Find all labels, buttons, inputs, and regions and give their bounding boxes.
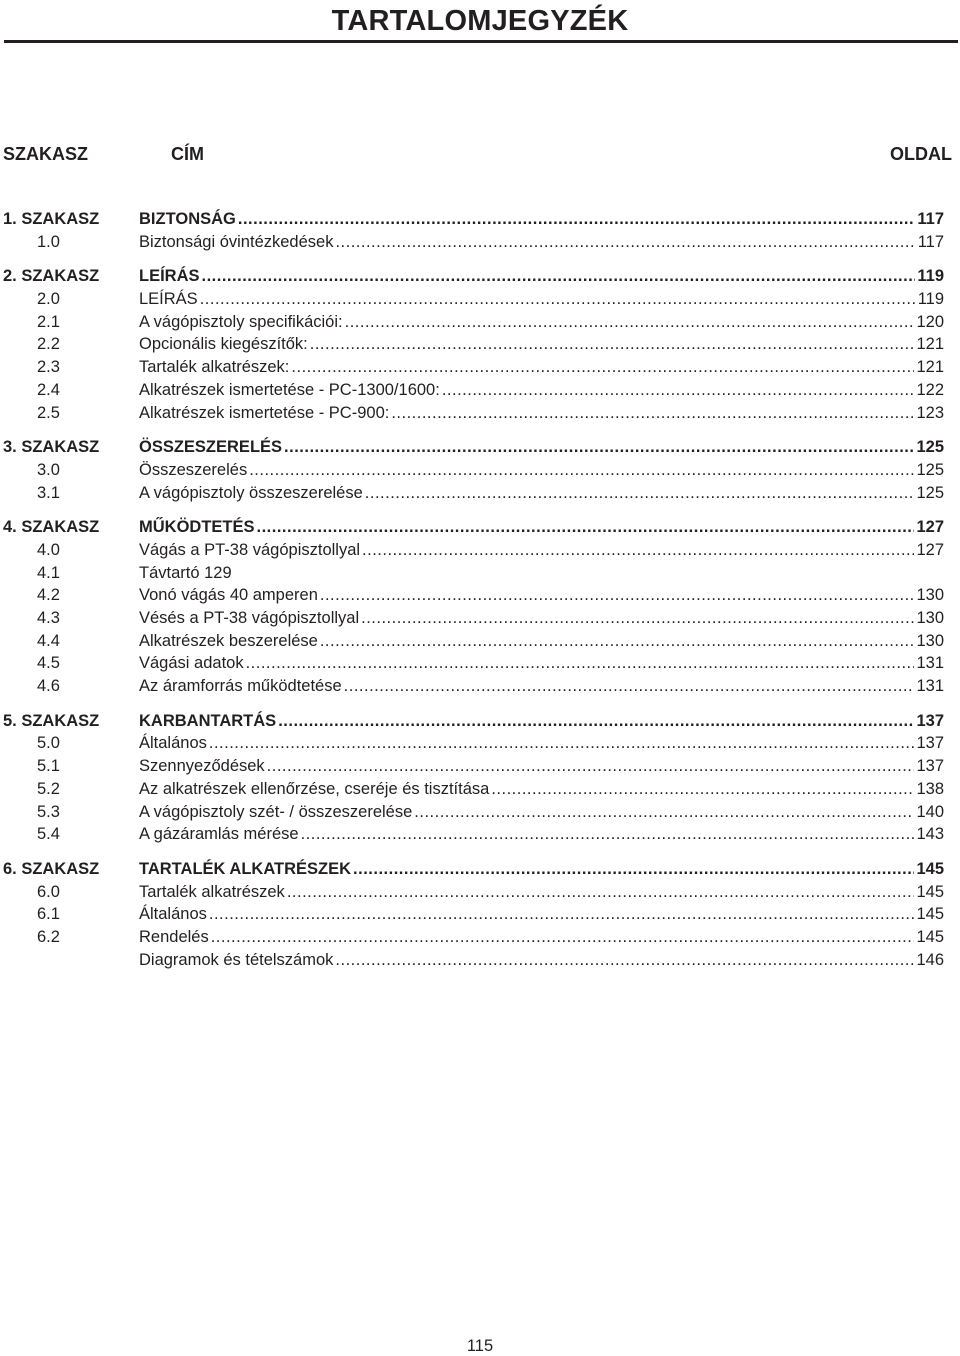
item-title: Opcionális kiegészítők:: [139, 335, 308, 354]
dot-leader: [362, 539, 914, 562]
page-ref: 122: [916, 380, 944, 399]
dot-leader: [335, 949, 914, 972]
toc-entry: [135, 903, 960, 926]
page-ref: 123: [916, 403, 944, 422]
dot-leader: [320, 630, 915, 653]
toc-item-row[interactable]: [0, 755, 960, 778]
item-number: 3.0: [37, 460, 60, 479]
page-ref: 117: [917, 210, 944, 228]
table-of-contents: [0, 208, 960, 983]
dot-leader: [414, 801, 914, 824]
column-header-page: OLDAL: [890, 144, 952, 164]
dot-leader: [345, 311, 915, 334]
dot-leader: [442, 379, 915, 402]
section-title: LEÍRÁS: [139, 267, 200, 286]
dot-leader: [284, 436, 914, 459]
item-title: Tartalék alkatrészek:: [139, 358, 290, 377]
section-number: 3. SZAKASZ: [3, 438, 100, 457]
item-number: 5.1: [37, 757, 60, 776]
page-ref: 137: [916, 757, 944, 776]
toc-entry: [135, 333, 960, 356]
item-number: 5.3: [37, 802, 60, 821]
dot-leader: [257, 516, 915, 539]
page-ref: 140: [916, 802, 944, 821]
item-number: 6.0: [37, 882, 60, 901]
item-title: Szennyeződések: [139, 757, 265, 776]
item-number: 5.0: [37, 734, 60, 753]
page-ref: 130: [916, 586, 944, 605]
toc-item-row[interactable]: [0, 652, 960, 675]
toc-entry: [135, 710, 960, 733]
page-ref: 119: [917, 290, 944, 309]
toc-section: [0, 710, 960, 846]
page-ref: 130: [916, 609, 944, 627]
item-title: A vágópisztoly szét- / összeszerelése: [139, 802, 413, 821]
section-number: 1. SZAKASZ: [3, 210, 100, 228]
page-ref: 117: [917, 232, 944, 251]
item-title: Alkatrészek ismertetése - PC-900:: [139, 403, 390, 422]
section-number: 5. SZAKASZ: [3, 711, 100, 730]
section-title: BIZTONSÁG: [139, 210, 236, 228]
page-title: TARTALOMJEGYZÉK: [331, 5, 629, 37]
toc-item-row[interactable]: [0, 584, 960, 607]
item-number: 2.5: [37, 403, 60, 422]
dot-leader: [211, 926, 915, 949]
page-ref: 145: [916, 882, 944, 901]
item-title: Rendelés: [139, 927, 209, 946]
toc-item-row[interactable]: [0, 823, 960, 846]
item-number: 2.0: [37, 290, 60, 309]
item-number: 4.0: [37, 540, 60, 559]
dot-leader: [365, 482, 915, 505]
dot-leader: [344, 675, 915, 698]
toc-item-row[interactable]: [0, 607, 960, 630]
toc-section: [0, 858, 960, 971]
item-number: 4.2: [37, 586, 60, 605]
toc-item-row[interactable]: [0, 562, 960, 585]
dot-leader: [291, 356, 914, 379]
section-title: TARTALÉK ALKATRÉSZEK: [139, 859, 352, 878]
item-number: 1.0: [37, 232, 60, 251]
page-ref: 125: [916, 438, 944, 457]
page-ref: 143: [916, 825, 944, 844]
toc-item-row[interactable]: [0, 288, 960, 311]
dot-leader: [267, 755, 915, 778]
page-number: 115: [466, 1337, 494, 1355]
item-title: Vágás a PT-38 vágópisztollyal: [139, 540, 361, 559]
toc-entry: [135, 288, 960, 311]
toc-section-row[interactable]: [0, 436, 960, 459]
page-ref: 146: [916, 950, 944, 969]
section-number: 4. SZAKASZ: [3, 518, 100, 537]
item-title: Tartalék alkatrészek: [139, 882, 285, 901]
item-title: Alkatrészek beszerelése: [139, 631, 318, 650]
item-title: Összeszerelés: [139, 460, 248, 479]
item-number: 5.2: [37, 779, 60, 798]
page-ref: 120: [916, 312, 944, 331]
toc-entry: [135, 265, 960, 288]
toc-section-row[interactable]: [0, 265, 960, 288]
toc-item-row[interactable]: [0, 402, 960, 425]
page-ref: 138: [916, 779, 944, 798]
page-ref: 125: [916, 460, 944, 479]
item-title: Alkatrészek ismertetése - PC-1300/1600:: [139, 380, 440, 399]
item-title: Általános: [139, 905, 207, 924]
dot-leader: [361, 607, 914, 630]
item-number: 6.1: [37, 905, 60, 924]
item-number: 6.2: [37, 927, 60, 946]
page-ref: 145: [916, 859, 944, 878]
dot-leader: [310, 333, 915, 356]
toc-entry: [135, 562, 960, 585]
dot-leader: [335, 231, 915, 254]
page-ref: 131: [916, 677, 944, 696]
dot-leader: [202, 265, 916, 288]
toc-entry: [135, 436, 960, 459]
toc-item-row[interactable]: [0, 630, 960, 653]
column-header-section: SZAKASZ: [3, 144, 88, 164]
item-number: 3.1: [37, 483, 60, 502]
dot-leader: [249, 459, 914, 482]
toc-item-row[interactable]: [0, 778, 960, 801]
toc-item-row[interactable]: [0, 539, 960, 562]
toc-entry: [135, 311, 960, 334]
item-title: Vonó vágás 40 amperen: [139, 586, 318, 605]
item-title: Távtartó 129: [139, 563, 232, 582]
dot-leader: [320, 584, 915, 607]
toc-item-row[interactable]: [0, 379, 960, 402]
section-number: 2. SZAKASZ: [3, 267, 100, 286]
toc-entry: [135, 402, 960, 425]
dot-leader: [491, 778, 914, 801]
toc-item-row[interactable]: [0, 459, 960, 482]
toc-entry: [135, 630, 960, 653]
toc-item-row[interactable]: [0, 311, 960, 334]
item-number: 2.3: [37, 358, 60, 377]
toc-item-row[interactable]: [0, 333, 960, 356]
item-title: Biztonsági óvintézkedések: [139, 232, 334, 251]
item-title: A gázáramlás mérése: [139, 825, 299, 844]
toc-section-row[interactable]: [0, 710, 960, 733]
dot-leader: [278, 710, 914, 733]
page-ref: 130: [916, 631, 944, 650]
toc-entry: [135, 231, 960, 254]
item-number: 4.5: [37, 654, 60, 673]
dot-leader: [209, 903, 915, 926]
dot-leader: [238, 208, 916, 231]
section-title: ÖSSZESZERELÉS: [139, 438, 283, 457]
toc-entry: [135, 823, 960, 846]
item-title: Vésés a PT-38 vágópisztollyal: [139, 609, 360, 627]
item-number: 4.4: [37, 631, 60, 650]
dot-leader: [200, 288, 916, 311]
toc-section: [0, 436, 960, 504]
item-number: 5.4: [37, 825, 60, 844]
toc-section-row[interactable]: [0, 516, 960, 539]
item-title: Az áramforrás működtetése: [139, 677, 342, 696]
page-ref: 127: [916, 540, 944, 559]
toc-entry: [135, 858, 960, 881]
toc-entry: [135, 584, 960, 607]
item-title: LEÍRÁS: [139, 290, 198, 309]
toc-section: [0, 265, 960, 424]
toc-item-row[interactable]: [0, 881, 960, 904]
toc-entry: [135, 208, 960, 231]
page-ref: 131: [916, 654, 944, 673]
dot-leader: [287, 881, 915, 904]
page-ref: 137: [916, 734, 944, 753]
toc-entry: [135, 926, 960, 949]
section-title: MŰKÖDTETÉS: [139, 518, 255, 537]
section-number: 6. SZAKASZ: [3, 859, 100, 878]
dot-leader: [391, 402, 914, 425]
item-title: Diagramok és tételszámok: [139, 950, 334, 969]
item-title: Vágási adatok: [139, 654, 244, 673]
toc-entry: [135, 459, 960, 482]
page-ref: 137: [916, 711, 944, 730]
section-title: KARBANTARTÁS: [139, 711, 277, 730]
dot-leader: [246, 652, 915, 675]
toc-section-row[interactable]: [0, 208, 960, 231]
toc-item-row[interactable]: [0, 356, 960, 379]
item-title: A vágópisztoly specifikációi:: [139, 312, 343, 331]
dot-leader: [209, 732, 915, 755]
page-ref: 127: [916, 518, 944, 537]
toc-section: [0, 208, 960, 253]
column-header-title: CÍM: [171, 144, 204, 164]
toc-item-row[interactable]: [0, 949, 960, 972]
dot-leader: [301, 823, 915, 846]
toc-entry: [135, 482, 960, 505]
toc-entry: [135, 881, 960, 904]
toc-entry: [135, 539, 960, 562]
item-title: Általános: [139, 734, 207, 753]
toc-entry: [135, 949, 960, 972]
toc-item-row[interactable]: [0, 231, 960, 254]
toc-entry: [135, 778, 960, 801]
toc-section: [0, 516, 960, 698]
page-ref: 145: [916, 905, 944, 924]
toc-item-row[interactable]: [0, 903, 960, 926]
item-number: 2.2: [37, 335, 60, 354]
toc-section-row[interactable]: [0, 858, 960, 881]
item-number: 2.1: [37, 312, 60, 331]
item-number: 4.3: [37, 609, 60, 627]
toc-item-row[interactable]: [0, 801, 960, 824]
toc-entry: [135, 379, 960, 402]
toc-entry: [135, 652, 960, 675]
page-ref: 121: [916, 358, 944, 377]
item-number: 2.4: [37, 380, 60, 399]
toc-entry: [135, 356, 960, 379]
toc-entry: [135, 607, 960, 630]
item-number: 4.6: [37, 677, 60, 696]
item-title: Az alkatrészek ellenőrzése, cseréje és tisztítása: [139, 779, 490, 798]
dot-leader: [353, 858, 914, 881]
title-underline: [4, 40, 958, 43]
toc-entry: [135, 675, 960, 698]
page-ref: 125: [916, 483, 944, 502]
toc-item-row[interactable]: [0, 675, 960, 698]
toc-entry: [135, 732, 960, 755]
toc-item-row[interactable]: [0, 926, 960, 949]
page-ref: 145: [916, 927, 944, 946]
item-number: 4.1: [37, 563, 60, 582]
toc-entry: [135, 755, 960, 778]
toc-item-row[interactable]: [0, 732, 960, 755]
page-ref: 119: [917, 267, 944, 286]
toc-entry: [135, 516, 960, 539]
toc-item-row[interactable]: [0, 482, 960, 505]
item-title: A vágópisztoly összeszerelése: [139, 483, 363, 502]
page-ref: 121: [916, 335, 944, 354]
toc-entry: [135, 801, 960, 824]
